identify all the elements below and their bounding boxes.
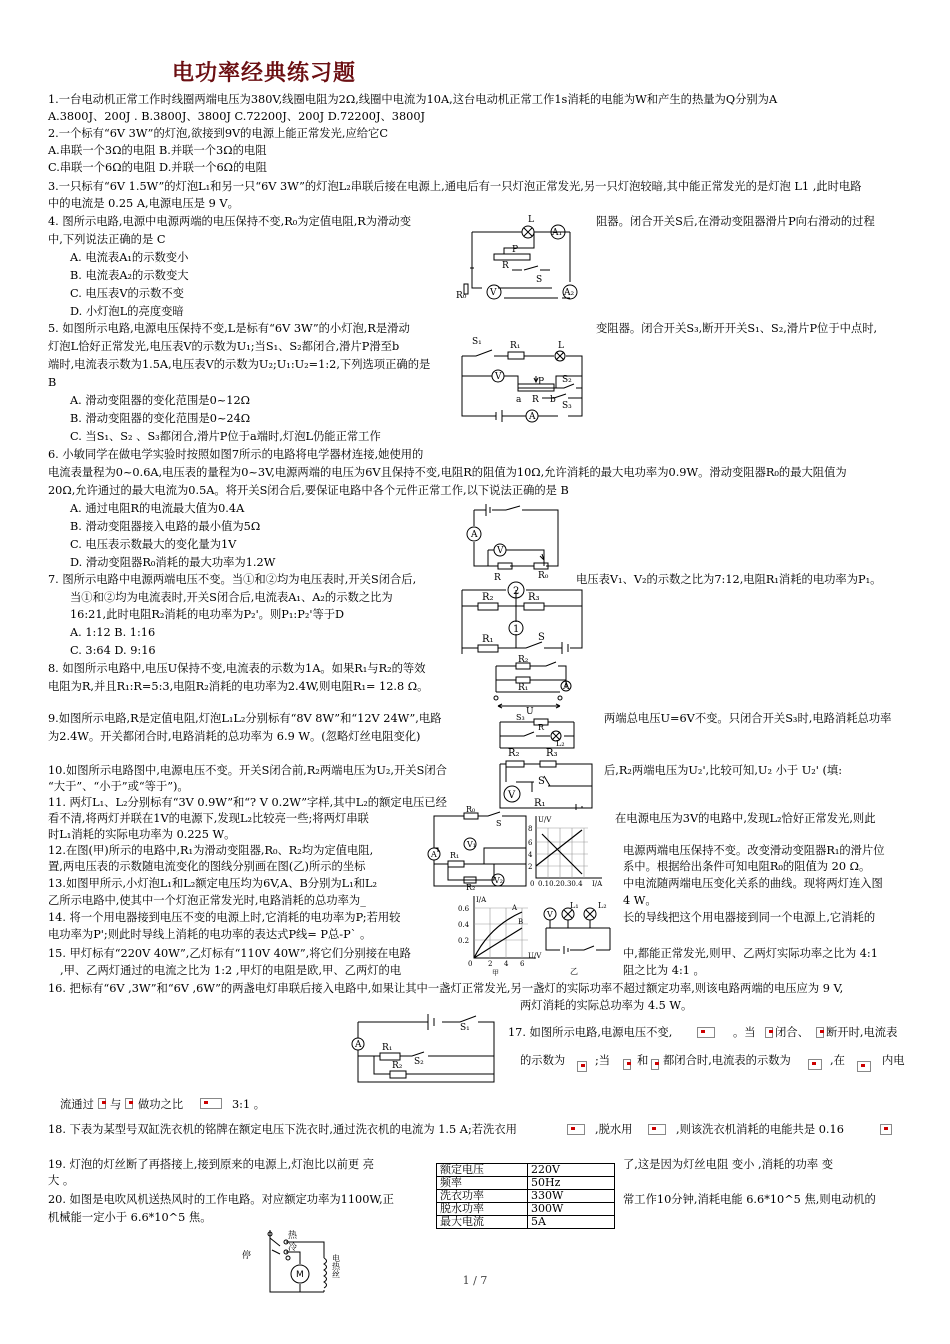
page-number: 1 / 7 [462, 1274, 488, 1287]
formula-image-icon [808, 1059, 822, 1070]
fig-label: V [495, 372, 502, 382]
fig-label: 冷 [288, 1243, 298, 1253]
q12-text: 12.在图(甲)所示的电路中,R₁为滑动变阻器,R₀、R₂均为定值电阻, [48, 844, 374, 857]
fig-label: R [538, 723, 545, 732]
fig-label: S₁ [460, 1023, 470, 1033]
q11-text: 11. 两灯L₁、L₂分别标有“3V 0.9W”和“? V 0.2W”字样,其中L₂的额定电压已经 [48, 796, 447, 809]
q6-text-cont2: 20Ω,允许通过的最大电流为0.5A。将开关S闭合后,要保证电路中各个元件正常工作,以下说法正确的是 B [48, 484, 569, 497]
formula-image-icon [857, 1061, 871, 1072]
fig-label: 2 [488, 960, 493, 968]
q5-text-cont2: 端时,电流表示数为1.5A,电压表V的示数为U₂;U₁:U₂=1:2,下列选项正确的是 [48, 358, 431, 371]
fig-label: V₂ [494, 876, 503, 885]
q3-text: 3.一只标有“6V 1.5W”的灯泡L₁和另一只“6V 3W”的灯泡L₂串联后接在电源上,通电后有一只灯泡正常发光,另一只灯泡较暗,其中能正常发光的是灯泡 L1 ,此时电路 [48, 180, 862, 193]
q13-text-right: 中电流随两端电压变化关系的曲线。现将两灯连入图 [623, 877, 883, 890]
fig-label: S₃ [562, 401, 572, 411]
q17-text-reading: 的示数为 [520, 1054, 566, 1067]
q11-text-cont1: 看不清,将两灯并联在1V的电源下,发现L₂比较亮一些;将两灯串联 [48, 812, 369, 825]
fig-label: S [496, 819, 502, 828]
fig-label: R₁ [518, 683, 529, 693]
fig-label: A [563, 682, 570, 692]
q9-text-cont: 为2.4W。开关都闭合时,电路消耗的总功率为 6.9 W。(忽略灯丝电阻变化) [48, 730, 421, 743]
q6-text-cont1: 电流表量程为0~0.6A,电压表的量程为0~3V,电源两端的电压为6V且保持不变,电阻R的阻值为10Ω,允许消耗的最大电功率为0.9W。滑动变阻器R₀的最大阻值为 [48, 466, 847, 479]
fig-label: 0.6 [458, 905, 470, 913]
q19-text: 19. 灯泡的灯丝断了再搭接上,接到原来的电源上,灯泡比以前更 亮 [48, 1158, 375, 1171]
formula-image-icon [816, 1027, 824, 1038]
q11-text-right: 在电源电压为3V的电路中,发现L₂恰好正常发光,则此 [615, 812, 876, 825]
fig-label: V₁ [467, 840, 476, 849]
fig-label: L₂ [598, 901, 607, 910]
fig-label: V [490, 288, 497, 298]
q13-circuit-diagram [540, 900, 622, 976]
fig-label: 0.2 [458, 937, 470, 945]
fig-label: S₃ [516, 713, 525, 722]
fig-label: V [547, 910, 553, 919]
fig-label: S [538, 776, 545, 787]
fig-label: R₃ [546, 748, 558, 759]
q10-text-cont: “大于”、“小于”或“等于”)。 [48, 780, 189, 793]
q6-option-b: B. 滑动变阻器接入电路的最小值为5Ω [70, 520, 261, 533]
q13-current-voltage-graph [456, 892, 542, 977]
q6-option-d: D. 滑动变阻器R₀消耗的最大功率为1.2W [70, 556, 276, 569]
q4-circuit-diagram [454, 212, 584, 308]
fig-label: R₁ [482, 634, 494, 645]
q12-voltage-current-graph [526, 814, 608, 890]
formula-image-icon [651, 1059, 659, 1070]
q16-text: 16. 把标有“6V ,3W”和“6V ,6W”的两盏电灯串联后接入电路中,如果让其中一盏灯正常发光,另一盏灯的实际功率不超过额定功率,则该电路两端的电压应为 9 V, [48, 982, 844, 995]
q2-text: 2.一个标有“6V 3W”的灯泡,欲接到9V的电源上能正常发光,应给它C [48, 127, 388, 140]
fig-label: S₂ [562, 375, 572, 385]
q2-options-cd: C.串联一个6Ω的电阻 D.并联一个6Ω的电阻 [48, 161, 267, 174]
formula-image-icon [765, 1027, 773, 1038]
fig-label: R [532, 395, 539, 405]
fig-label: 8 [528, 825, 533, 833]
fig-label: B [518, 918, 524, 926]
q5-option-c: C. 当S₁、S₂ 、S₃都闭合,滑片P位于a端时,灯泡L仍能正常工作 [70, 430, 381, 443]
fig-label: R₂ [482, 592, 494, 603]
q19-text-right: 了,这是因为灯丝电阻 变小 ,消耗的功率 变 [623, 1158, 834, 1171]
q12-text-right2: 系中。根据给出条件可知电阻R₀的阻值为 20 Ω。 [623, 860, 871, 873]
q4-text-cont: 中,下列说法正确的是 C [48, 233, 166, 246]
q2-options-ab: A.串联一个3Ω的电阻 B.并联一个3Ω的电阻 [48, 144, 267, 157]
q17-text-with: 与 [110, 1098, 122, 1111]
q5-option-b: B. 滑动变阻器的变化范围是0~24Ω [70, 412, 251, 425]
q17-circuit-diagram [350, 1012, 500, 1086]
q7-circuit-diagram [458, 578, 588, 660]
formula-image-icon [697, 1027, 715, 1038]
fig-label: 4 [504, 960, 509, 968]
table-row: 额定电压 220V [437, 1164, 615, 1177]
q17-text-ratio: 做功之比 [138, 1098, 184, 1111]
q12-text-right: 电源两端电压保持不变。改变滑动变阻器R₁的滑片位 [623, 844, 885, 857]
fig-label: 4 [528, 851, 533, 859]
q20-text: 20. 如图是电吹风机送热风时的工作电路。对应额定功率为1100W,正 [48, 1193, 394, 1206]
formula-image-icon [880, 1124, 892, 1135]
washer-spec-table [436, 1163, 615, 1229]
fig-label: A [471, 530, 478, 540]
q10-text: 10.如图所示电路图中,电源电压不变。开关S闭合前,R₂两端电压为U₂,开关S闭合 [48, 764, 447, 777]
q10-circuit-diagram [494, 744, 600, 810]
fig-label: 电热丝 [331, 1254, 341, 1278]
fig-label: R₂ [392, 1061, 403, 1071]
fig-label: S₂ [414, 1057, 424, 1067]
table-row: 最大电流 5A [437, 1216, 615, 1229]
fig-label: 1 [513, 624, 520, 635]
fig-label: R [494, 573, 501, 583]
q7-text-cont2: 16:21,此时电阻R₂消耗的电功率为P₂'。则P₁:P₂'等于D [70, 608, 345, 621]
q7-options-ab: A. 1:12 B. 1:16 [70, 626, 156, 639]
formula-image-icon [648, 1124, 666, 1135]
q15-text-cont: ,甲、乙两灯通过的电流之比为 1:2 ,甲灯的电阻是欧,甲、乙两灯的电 [60, 964, 402, 977]
fig-label: 0 [468, 960, 473, 968]
fig-label: 停 [242, 1251, 252, 1261]
fig-label: R₁ [534, 798, 546, 809]
q19-text-cont: 大 。 [48, 1174, 75, 1187]
fig-label: R₂ [518, 655, 529, 665]
q17-text-when: 。当 [733, 1026, 756, 1039]
fig-label: I/A [476, 896, 487, 904]
q10-text-right: 后,R₂两端电压为U₂',比较可知,U₂ 小于 U₂' (填: [604, 764, 843, 777]
fig-label: R₁ [382, 1043, 393, 1053]
table-row: 频率 50Hz [437, 1177, 615, 1190]
q17-text-closed: 闭合、 [775, 1026, 809, 1039]
q20-text-cont: 机械能一定小于 6.6*10^5 焦。 [48, 1211, 212, 1224]
q14-text: 14. 将一个用电器接到电压不变的电源上时,它消耗的电功率为P;若用较 [48, 911, 401, 924]
fig-label: I/A [592, 880, 603, 888]
fig-label: R [502, 261, 509, 271]
q5-text: 5. 如图所示电路,电源电压保持不变,L是标有“6V 3W”的小灯泡,R是滑动 [48, 322, 410, 335]
q7-text: 7. 图所示电路中电源两端电压不变。当①和②均为电压表时,开关S闭合后, [48, 573, 417, 586]
q5-option-a: A. 滑动变阻器的变化范围是0~12Ω [70, 394, 251, 407]
fig-label: 甲 [492, 969, 499, 977]
q17-text-current: 流通过 [60, 1098, 94, 1111]
q5-circuit-diagram [458, 336, 588, 432]
fig-label: V [497, 546, 504, 556]
fig-label: R₂ [508, 748, 520, 759]
q8-text: 8. 如图所示电路中,电压U保持不变,电流表的示数为1A。如果R₁与R₂的等效 [48, 662, 426, 675]
fig-label: a [516, 395, 522, 405]
q3-text-cont: 中的电流是 0.25 A,电源电压是 9 V。 [48, 197, 239, 210]
fig-label: 热 [288, 1231, 298, 1241]
table-row: 洗衣功率 330W [437, 1190, 615, 1203]
q13-answer: 4 W。 [623, 894, 657, 907]
fig-label: P [538, 377, 545, 387]
fig-label: A [431, 850, 437, 859]
fig-label: S [536, 275, 543, 285]
q18-text-spin: ,脱水用 [595, 1123, 633, 1136]
fig-label: S [538, 632, 545, 643]
q12-circuit-diagram [424, 805, 528, 892]
fig-label: R₀ [466, 805, 476, 814]
fig-label: A₂ [564, 288, 575, 298]
q8-text-cont: 电阻为R,并且R₁:R=5:3,电阻R₂消耗的电功率为2.4W,则电阻R₁= 12.8 Ω。 [48, 680, 429, 693]
q13-text: 13.如图甲所示,小灯泡L₁和L₂额定电压均为6V,A、B分别为L₁和L₂ [48, 877, 378, 890]
fig-label: R₂ [466, 883, 476, 892]
q17-text: 17. 如图所示电路,电源电压不变, [508, 1026, 673, 1039]
q6-circuit-diagram [462, 502, 572, 584]
fig-label: 6 [520, 960, 525, 968]
q18-text: 18. 下表为某型号双缸洗衣机的铭牌在额定电压下洗衣时,通过洗衣机的电流为 1.5 A;若洗衣用 [48, 1123, 517, 1136]
fig-label: U [526, 707, 534, 717]
q7-text-right: 电压表V₁、V₂的示数之比为7:12,电阻R₁消耗的电功率为P₁。 [576, 573, 882, 586]
fig-label: 6 [528, 839, 533, 847]
q12-text-cont: 置,两电压表的示数随电流变化的图线分别画在图(乙)所示的坐标 [48, 860, 366, 873]
q15-text-right2: 阻之比为 4:1 。 [623, 964, 705, 977]
q14-text-right: 长的导线把这个用电器接到同一个电源上,它消耗的 [623, 911, 876, 924]
q5-text-right: 变阻器。闭合开关S₃,断开开关S₁、S₂,滑片P位于中点时, [596, 322, 878, 335]
fig-label: 2 [513, 586, 520, 597]
fig-label: M [296, 1270, 304, 1280]
fig-label: 0.10.20.30.4 [538, 880, 583, 888]
fig-label: R₀ [538, 571, 549, 581]
q9-text: 9.如图所示电路,R是定值电阻,灯泡L₁L₂分别标有“8V 8W”和“12V 24W”,电路 [48, 712, 442, 725]
q15-text: 15. 甲灯标有“220V 40W”,乙灯标有“110V 40W”,将它们分别接在电路 [48, 947, 411, 960]
q17-answer: 3:1 。 [232, 1098, 266, 1111]
q15-text-right: 中,都能正常发光,则甲、乙两灯实际功率之比为 4:1 [623, 947, 878, 960]
fig-label: R₁ [510, 341, 521, 351]
q13-text-cont: 乙所示电路中,使其中一个灯泡正常发光时,电路消耗的总功率为_ [48, 894, 366, 907]
q4-option-d: D. 小灯泡L的亮度变暗 [70, 305, 184, 318]
q18-text-energy: ,则该洗衣机消耗的电能共是 0.16 [676, 1123, 844, 1136]
q9-text-right: 两端总电压U=6V不变。只闭合开关S₃时,电路消耗总功率 [604, 712, 892, 725]
fig-label: R₀ [456, 291, 467, 301]
q4-option-c: C. 电压表V的示数不变 [70, 287, 184, 300]
fig-label: 2 [528, 863, 533, 871]
fig-label: R₁ [450, 851, 460, 860]
fig-label: R₃ [528, 592, 540, 603]
q1-options: A.3800J、200J . B.3800J、3800J C.72200J、200J D.72200J、3800J [48, 110, 426, 123]
q17-text-and: 和 [637, 1054, 649, 1067]
q17-text-in: ,在 [830, 1054, 845, 1067]
fig-label: L [528, 215, 534, 225]
q6-option-c: C. 电压表示数最大的变化量为1V [70, 538, 237, 551]
q17-text-reading2: 都闭合时,电流表的示数为 [663, 1054, 791, 1067]
q17-text-when2: ;当 [595, 1054, 611, 1067]
table-row: 脱水功率 300W [437, 1203, 615, 1216]
q5-answer: B [48, 376, 57, 389]
formula-image-icon [98, 1098, 106, 1109]
q7-options-cd: C. 3:64 D. 9:16 [70, 644, 156, 657]
q11-text-cont2: 时L₁消耗的实际电功率为 0.225 W。 [48, 828, 236, 841]
q17-text-open: 断开时,电流表 [826, 1026, 898, 1039]
q1-text: 1.一台电动机正常工作时线圈两端电压为380V,线圈电阻为2Ω,线圈中电流为10A,这台电动机正常工作1s消耗的电能为W和产生的热量为Q分别为A [48, 93, 778, 106]
fig-label: 乙 [570, 967, 578, 976]
fig-label: L₁ [570, 901, 579, 910]
fig-label: A₁ [552, 228, 563, 238]
q7-text-cont1: 当①和②均为电流表时,开关S闭合后,电流表A₁、A₂的示数之比为 [70, 591, 393, 604]
fig-label: 0.4 [458, 921, 470, 929]
fig-label: P [512, 245, 519, 255]
fig-label: V [508, 790, 516, 801]
q20-text-right: 常工作10分钟,消耗电能 6.6*10^5 焦,则电动机的 [623, 1193, 876, 1206]
formula-image-icon [567, 1124, 585, 1135]
q6-option-a: A. 通过电阻R的电流最大值为0.4A [70, 502, 245, 515]
page-title: 电功率经典练习题 [172, 61, 357, 86]
fig-label: S₁ [472, 337, 482, 347]
q16-text-cont: 两灯消耗的实际总功率为 4.5 W。 [520, 999, 693, 1012]
q14-text-cont: 电功率为P';则此时导线上消耗的电功率的表达式P线= P总-P` 。 [48, 928, 372, 941]
fig-label: L [558, 341, 564, 351]
fig-label: A [529, 412, 536, 422]
q17-text-inner: 内电 [882, 1054, 905, 1067]
q4-text: 4. 图所示电路,电源中电源两端的电压保持不变,R₀为定值电阻,R为滑动变 [48, 215, 411, 228]
q6-text: 6. 小敏同学在做电学实验时按照如图7所示的电路将电学器材连接,她使用的 [48, 448, 424, 461]
formula-image-icon [200, 1098, 222, 1109]
fig-label: A [355, 1040, 362, 1050]
q8-circuit-diagram [486, 655, 576, 717]
fig-label: 0 [530, 880, 535, 888]
formula-image-icon [623, 1059, 631, 1070]
formula-image-icon [577, 1061, 587, 1072]
fig-label: L₂ [556, 739, 565, 748]
formula-image-icon [125, 1098, 133, 1109]
q4-option-b: B. 电流表A₂的示数变大 [70, 269, 189, 282]
q5-text-cont1: 灯泡L恰好正常发光,电压表V的示数为U₁;当S₁、S₂都闭合,滑片P滑至b [48, 340, 400, 353]
fig-label: U/V [528, 952, 542, 960]
fig-label: U/V [538, 816, 552, 824]
q4-text-right: 阻器。闭合开关S后,在滑动变阻器滑片P向右滑动的过程 [596, 215, 875, 228]
q4-option-a: A. 电流表A₁的示数变小 [70, 251, 189, 264]
fig-label: A [512, 904, 518, 912]
fig-label: b [550, 395, 556, 405]
